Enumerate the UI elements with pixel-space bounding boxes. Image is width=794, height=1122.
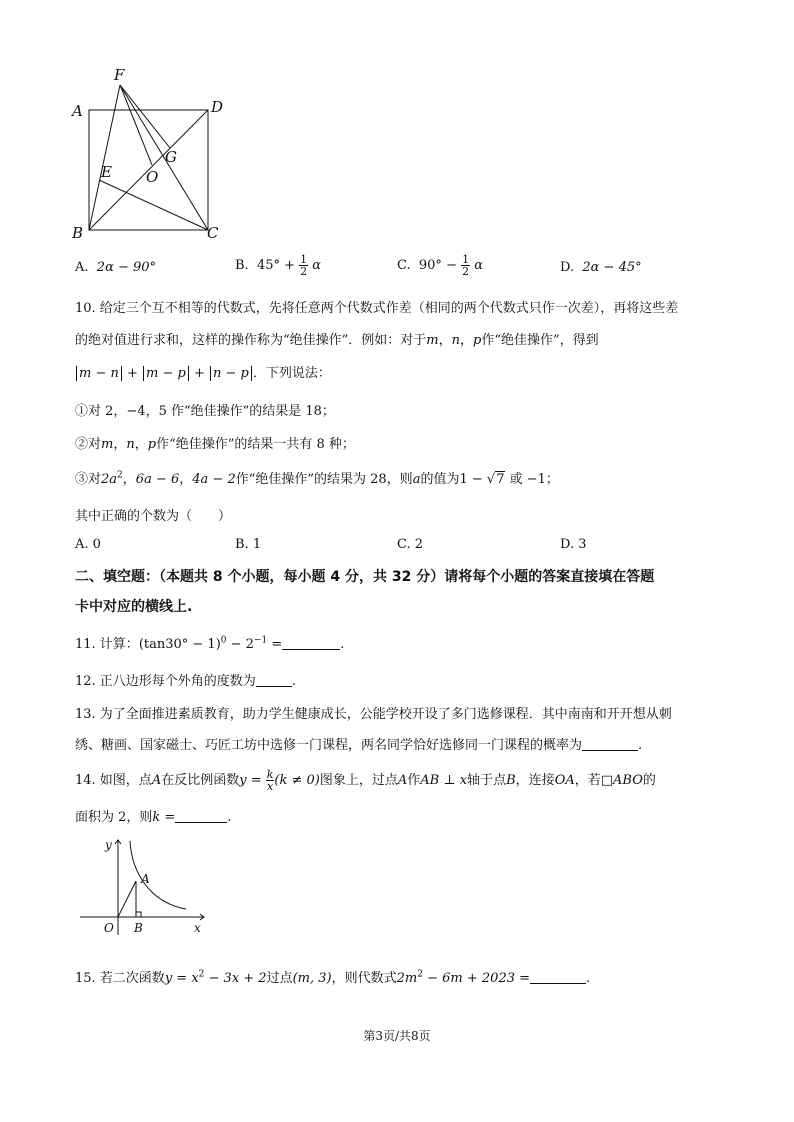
q10-option-d: D. 3 bbox=[560, 537, 587, 552]
answer-blank[interactable] bbox=[582, 738, 638, 751]
page-footer: 第3页/共8页 bbox=[363, 1029, 431, 1043]
q9-option-b: B. 45° + $\frac{1}{2}$ α bbox=[235, 253, 322, 278]
q10-statement-3: ③对$2a^2$，6a − 6，4a − 2作“绝佳操作”的结果为 28，则a的值为1 − √7 或 −1； bbox=[75, 470, 559, 487]
label-a: A bbox=[141, 872, 150, 886]
q10-line-1: 10. 给定三个互不相等的代数式，先将任意两个代数式作差（相同的两个代数式只作一次差），再将这些差 bbox=[75, 301, 679, 316]
fraction-half: $\frac{1}{2}$ bbox=[300, 253, 308, 278]
q13-line-2: 绣、糖画、国家磁士、巧匠工坊中选修一门课程，两名同学恰好选修同一门课程的概率为 . bbox=[75, 738, 643, 753]
label-o: O bbox=[104, 921, 114, 935]
section-2-title-line-1: 二、填空题：（本题共 8 个小题，每小题 4 分，共 32 分）请将每个小题的答案直接填在答题 bbox=[75, 569, 655, 585]
answer-blank[interactable] bbox=[530, 971, 586, 984]
q10-option-a: A. 0 bbox=[75, 537, 101, 552]
segment-oa bbox=[118, 881, 136, 917]
q9-option-a: A. 2α − 90° bbox=[75, 260, 157, 275]
q10-option-c: C. 2 bbox=[397, 537, 424, 552]
hyperbola-curve bbox=[130, 841, 186, 909]
label-d: D bbox=[211, 98, 224, 116]
q13-line-1: 13. 为了全面推进素质教育，助力学生健康成长，公能学校开设了多门选修课程．其中南南和开开想从刺 bbox=[75, 707, 672, 722]
answer-blank[interactable] bbox=[175, 810, 227, 823]
answer-blank[interactable] bbox=[282, 637, 340, 650]
q10-statement-2: ②对m，n，p作“绝佳操作”的结果一共有 8 种； bbox=[75, 437, 355, 452]
label-o: O bbox=[146, 168, 159, 186]
q12: 12. 正八边形每个外角的度数为 . bbox=[75, 674, 296, 689]
q14-line-2: 面积为 2，则k = . bbox=[75, 810, 232, 825]
label-y: y bbox=[105, 838, 112, 852]
q10-line-3: m − n + m − p + n − p ．下列说法： bbox=[75, 362, 331, 381]
segment-fc bbox=[120, 85, 208, 230]
label-e: E bbox=[101, 163, 112, 181]
segment-ec bbox=[99, 180, 208, 230]
label-a: A bbox=[72, 102, 83, 120]
q9-option-c: C. 90° − $\frac{1}{2}$ α bbox=[397, 253, 484, 278]
right-angle-mark bbox=[136, 912, 141, 917]
q10-line-2: 的绝对值进行求和，这样的操作称为“绝佳操作”．例如：对于m，n，p作“绝佳操作”，得到 bbox=[75, 333, 599, 348]
segment-fb bbox=[89, 85, 120, 230]
q14-line-1: 14. 如图，点A在反比例函数y = $\frac{k}{x}$ (k ≠ 0)图象上，过点A作AB ⊥ x轴于点B，连接OA，若□ABO的 bbox=[75, 768, 656, 793]
segment-fo bbox=[120, 85, 152, 165]
q10-statement-1: ①对 2，−4，5 作“绝佳操作”的结果是 18； bbox=[75, 404, 335, 419]
fraction-half: $\frac{1}{2}$ bbox=[462, 253, 470, 278]
geometry-figure-square bbox=[70, 60, 230, 245]
inverse-function-figure bbox=[72, 835, 212, 940]
label-b: B bbox=[72, 224, 84, 242]
q10-option-b: B. 1 bbox=[235, 537, 262, 552]
section-2-title-line-2: 卡中对应的横线上. bbox=[75, 599, 193, 615]
label-b: B bbox=[134, 921, 143, 935]
answer-blank[interactable] bbox=[256, 674, 292, 687]
label-x: x bbox=[194, 921, 201, 935]
segment-fg bbox=[120, 85, 170, 148]
label-c: C bbox=[207, 224, 219, 242]
label-f: F bbox=[114, 66, 125, 84]
fraction-k-over-x: $\frac{k}{x}$ bbox=[266, 768, 274, 793]
q15: 15. 若二次函数$y = x^2 - 3x + 2$过点(m, 3)，则代数式$2m^2 - 6m + 2023$ = . bbox=[75, 969, 591, 986]
q9-option-d: D. 2α − 45° bbox=[560, 260, 642, 275]
q10-question: 其中正确的个数为（ ） bbox=[75, 509, 232, 524]
q11: 11. 计算：$(\tan 30^\circ - 1)^0 - 2^{-1}$ = . bbox=[75, 635, 345, 652]
label-g: G bbox=[165, 148, 177, 166]
